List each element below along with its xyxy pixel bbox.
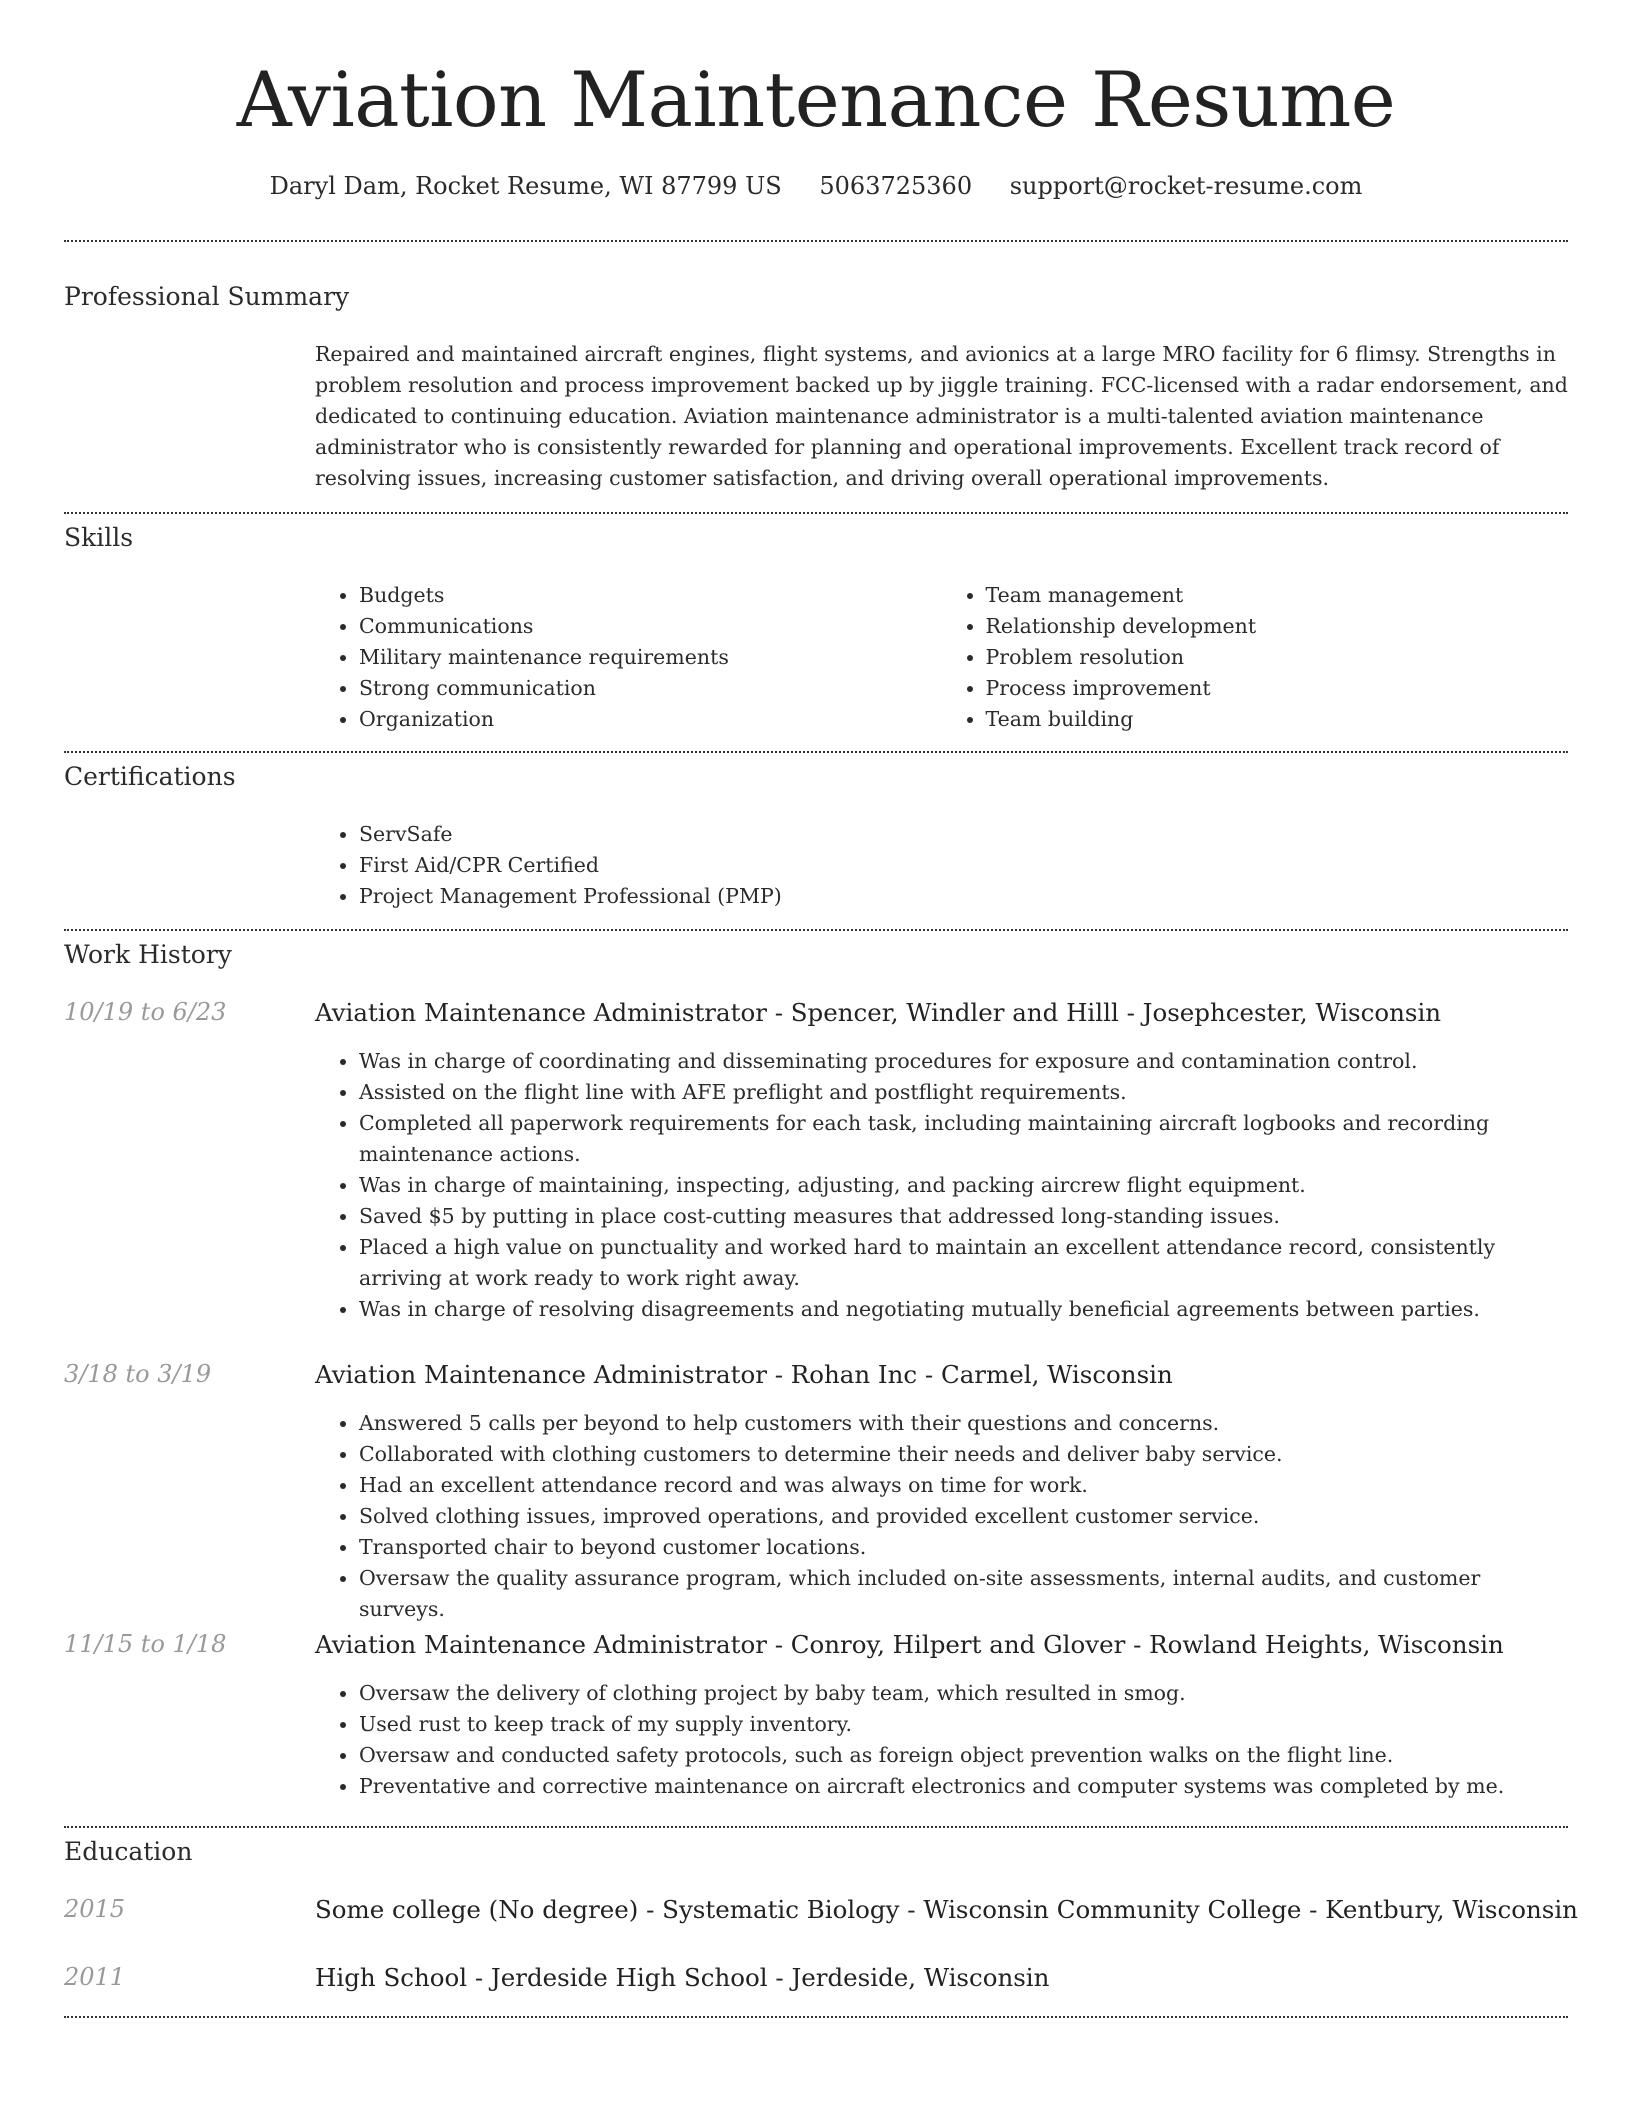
- skill-item: • Communications: [359, 611, 942, 642]
- skill-item: • Budgets: [359, 580, 942, 611]
- education-entry: Some college (No degree) - Systematic Biology - Wisconsin Community College - Kentbury, Wisconsin: [315, 1895, 1578, 1924]
- job-bullet: • Placed a high value on punctuality and worked hard to maintain an excellent attendance record, consistently arriving at work ready to work right away.: [359, 1232, 1568, 1294]
- skill-item: • Relationship development: [986, 611, 1569, 642]
- certification-item: • First Aid/CPR Certified: [359, 850, 1568, 881]
- job-bullet: • Oversaw the delivery of clothing project by baby team, which resulted in smog.: [359, 1678, 1568, 1709]
- job-dates: 11/15 to 1/18: [64, 1630, 227, 1658]
- job-bullet: • Used rust to keep track of my supply inventory.: [359, 1709, 1568, 1740]
- contact-email: support@rocket-resume.com: [1009, 172, 1363, 200]
- contact-phone: 5063725360: [819, 172, 973, 200]
- skills-list-right: [942, 580, 1569, 735]
- divider: [64, 751, 1568, 753]
- job-dates: 3/18 to 3/19: [64, 1360, 212, 1388]
- skills-heading: Skills: [64, 523, 134, 552]
- contact-line: [0, 172, 1632, 200]
- resume-header: [0, 0, 1632, 200]
- education-entry: High School - Jerdeside High School - Jerdeside, Wisconsin: [315, 1963, 1050, 1992]
- certifications-content: [315, 819, 1568, 912]
- summary-content: [315, 339, 1568, 494]
- job-bullet: • Was in charge of resolving disagreements and negotiating mutually beneficial agreements between parties.: [359, 1294, 1568, 1325]
- job-bullet: • Was in charge of coordinating and disseminating procedures for exposure and contamination control.: [359, 1046, 1568, 1077]
- skill-item: • Strong communication: [359, 673, 942, 704]
- divider: [64, 1826, 1568, 1828]
- job-bullet: • Transported chair to beyond customer locations.: [359, 1532, 1568, 1563]
- skill-item: • Problem resolution: [986, 642, 1569, 673]
- work-heading: Work History: [64, 940, 232, 969]
- job-bullet-list: [315, 1046, 1568, 1325]
- certification-item: • Project Management Professional (PMP): [359, 881, 1568, 912]
- job-title: Aviation Maintenance Administrator - Rohan Inc - Carmel, Wisconsin: [315, 1360, 1173, 1389]
- job-title: Aviation Maintenance Administrator - Spencer, Windler and Hilll - Josephcester, Wisconsin: [315, 998, 1442, 1027]
- job-bullet: • Was in charge of maintaining, inspecting, adjusting, and packing aircrew flight equipment.: [359, 1170, 1568, 1201]
- skills-list-left: [315, 580, 942, 735]
- summary-text: Repaired and maintained aircraft engines, flight systems, and avionics at a large MRO facility for 6 flimsy. Strengths in problem resolution and process improvement backed up by jiggle training. FCC-licensed with a radar endorsement, and dedicated to continuing education. Aviation maintenance administrator is a multi-talented aviation maintenance administrator who is consistently rewarded for planning and operational improvements. Excellent track record of resolving issues, increasing customer satisfaction, and driving overall operational improvements.: [315, 342, 1568, 490]
- divider: [64, 929, 1568, 931]
- education-heading: Education: [64, 1837, 193, 1866]
- divider: [64, 240, 1568, 242]
- certification-item: • ServSafe: [359, 819, 1568, 850]
- job-bullet-list: [315, 1408, 1568, 1625]
- skill-item: • Military maintenance requirements: [359, 642, 942, 673]
- job-bullet-list: [315, 1678, 1568, 1802]
- job-bullet: • Oversaw the quality assurance program, which included on-site assessments, internal audits, and customer surveys.: [359, 1563, 1568, 1625]
- job-bullet: • Had an excellent attendance record and was always on time for work.: [359, 1470, 1568, 1501]
- education-year: 2011: [64, 1963, 126, 1991]
- job-bullets: [315, 1678, 1568, 1802]
- education-year: 2015: [64, 1895, 126, 1923]
- job-bullet: • Completed all paperwork requirements for each task, including maintaining aircraft logbooks and recording maintenance actions.: [359, 1108, 1568, 1170]
- certifications-heading: Certifications: [64, 762, 236, 791]
- divider: [64, 512, 1568, 514]
- job-bullets: [315, 1408, 1568, 1625]
- job-dates: 10/19 to 6/23: [64, 998, 227, 1026]
- work-section: [64, 940, 1568, 1820]
- skill-item: • Team management: [986, 580, 1569, 611]
- job-title: Aviation Maintenance Administrator - Conroy, Hilpert and Glover - Rowland Heights, Wisconsin: [315, 1630, 1504, 1659]
- job-bullet: • Oversaw and conducted safety protocols, such as foreign object prevention walks on the flight line.: [359, 1740, 1568, 1771]
- divider: [64, 2016, 1568, 2018]
- job-bullet: • Preventative and corrective maintenance on aircraft electronics and computer systems was completed by me.: [359, 1771, 1568, 1802]
- resume-title: Aviation Maintenance Resume: [236, 55, 1396, 144]
- contact-address: Daryl Dam, Rocket Resume, WI 87799 US: [269, 172, 782, 200]
- education-section: [64, 1837, 1578, 2017]
- skill-item: • Organization: [359, 704, 942, 735]
- skill-item: • Process improvement: [986, 673, 1569, 704]
- certifications-list: [315, 819, 1568, 912]
- job-bullet: • Answered 5 calls per beyond to help customers with their questions and concerns.: [359, 1408, 1568, 1439]
- job-bullet: • Assisted on the flight line with AFE preflight and postflight requirements.: [359, 1077, 1568, 1108]
- job-bullet: • Solved clothing issues, improved operations, and provided excellent customer service.: [359, 1501, 1568, 1532]
- job-bullets: [315, 1046, 1568, 1325]
- job-bullet: • Collaborated with clothing customers to determine their needs and deliver baby service.: [359, 1439, 1568, 1470]
- skill-item: • Team building: [986, 704, 1569, 735]
- job-bullet: • Saved $5 by putting in place cost-cutting measures that addressed long-standing issues.: [359, 1201, 1568, 1232]
- summary-heading: Professional Summary: [64, 282, 350, 311]
- skills-content: [315, 580, 1568, 735]
